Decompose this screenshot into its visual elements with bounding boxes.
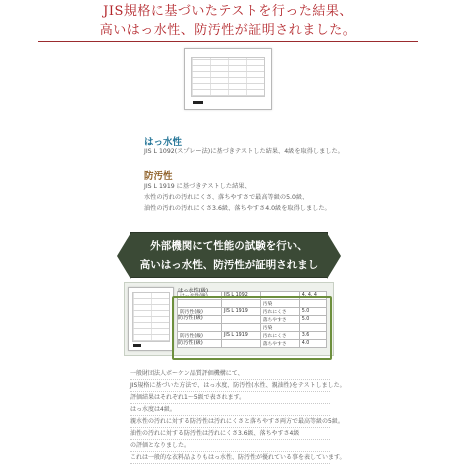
table-cell xyxy=(178,324,222,332)
table-cell: 5.0 xyxy=(299,316,326,324)
headline-line-1: JIS規格に基づいたテストを行った結果、 xyxy=(103,4,353,19)
explanation-line: の評価となりました。 xyxy=(130,440,330,452)
antifouling-text xyxy=(144,181,331,214)
table-cell: 落ちやすさ xyxy=(260,340,299,348)
table-cell xyxy=(260,292,299,300)
antifouling-line: JIS L 1919 に基づきテストした結果、 xyxy=(144,183,251,190)
explanation-line: これは一般的な衣料品よりもはっ水性、防汚性が優れている事を表しています。 xyxy=(130,452,330,464)
callout-label-antifouling-1: 防汚性(級) xyxy=(178,315,203,321)
table-cell: 5.0 xyxy=(299,308,326,316)
headline xyxy=(0,2,456,40)
water-repellency-text xyxy=(144,146,344,157)
water-repellency-line: JIS L 1092(スプレー法)に基づきテストした結果、4級を取得しました。 xyxy=(144,148,344,155)
table-cell: JIS L 1919 xyxy=(222,308,261,316)
report-thumbnail xyxy=(128,287,174,351)
table-row xyxy=(178,300,327,308)
table-cell xyxy=(299,324,326,332)
table-cell: 落ちやすさ xyxy=(260,316,299,324)
callout-label-water: はっ水性(級) xyxy=(178,288,208,294)
headline-rule xyxy=(38,41,418,42)
explanation-text xyxy=(130,368,346,464)
banner-line-1: 外部機関にて性能の試験を行い、 xyxy=(150,240,308,252)
explanation-line: 油性の汚れに対する防汚性は汚れにくさ3.6級、落ちやすさ4級 xyxy=(130,428,330,440)
table-cell: 4, 4, 4 xyxy=(299,292,326,300)
result-figure xyxy=(124,282,334,356)
banner-line-2: 高いはっ水性、防汚性が証明されまし xyxy=(139,259,319,271)
table-row xyxy=(178,324,327,332)
table-cell: 汚染 xyxy=(260,324,299,332)
antifouling-line: 油性の汚れの汚れにくさ3.6級、落ちやすさ4.0級を取得しました。 xyxy=(144,205,331,212)
table-cell xyxy=(222,340,261,348)
headline-line-2: 高いはっ水性、防汚性が証明されました。 xyxy=(99,23,357,38)
table-cell: 防汚性(級) xyxy=(178,308,222,316)
table-cell xyxy=(222,324,261,332)
table-cell: JIS L 1092 xyxy=(222,292,261,300)
table-cell: 汚染 xyxy=(260,300,299,308)
antifouling-title: 防汚性 xyxy=(144,171,173,182)
explanation-line: 親水性の汚れに対する防汚性は汚れにくさと落ちやすさ両方で最高等級の5級。 xyxy=(130,416,330,428)
table-cell: 3.6 xyxy=(299,332,326,340)
table-cell xyxy=(299,300,326,308)
report-stamp xyxy=(193,101,203,104)
table-cell: JIS L 1919 xyxy=(222,332,261,340)
table-cell: 防汚性(級) xyxy=(178,332,222,340)
table-cell: 汚れにくさ xyxy=(260,332,299,340)
explanation-line: 一般財団法人ボーケン品質評価機構にて、 xyxy=(130,368,330,380)
test-report-image xyxy=(184,48,272,110)
table-cell xyxy=(178,300,222,308)
explanation-line: JIS規格に基づいた方法で、はっ水度、防汚性(水性、親油性)をテストしました。 xyxy=(130,380,330,392)
table-cell: 4.0 xyxy=(299,340,326,348)
table-cell: はっ水性(級) xyxy=(178,292,222,300)
table-cell xyxy=(222,300,261,308)
report-grid xyxy=(191,57,265,97)
explanation-line: 評価結果はそれぞれ1〜5級で表されます。 xyxy=(130,392,330,404)
callout-label-antifouling-2: 防汚性(級) xyxy=(178,340,203,346)
table-cell xyxy=(222,316,261,324)
table-cell: 汚れにくさ xyxy=(260,308,299,316)
results-banner xyxy=(130,232,328,278)
water-repellency-title: はっ水性 xyxy=(144,137,183,148)
explanation-line: はっ水度は4級。 xyxy=(130,404,330,416)
antifouling-line: 水性の汚れの汚れにくさ、落ちやすさで最高等級の5.0級、 xyxy=(144,194,309,201)
